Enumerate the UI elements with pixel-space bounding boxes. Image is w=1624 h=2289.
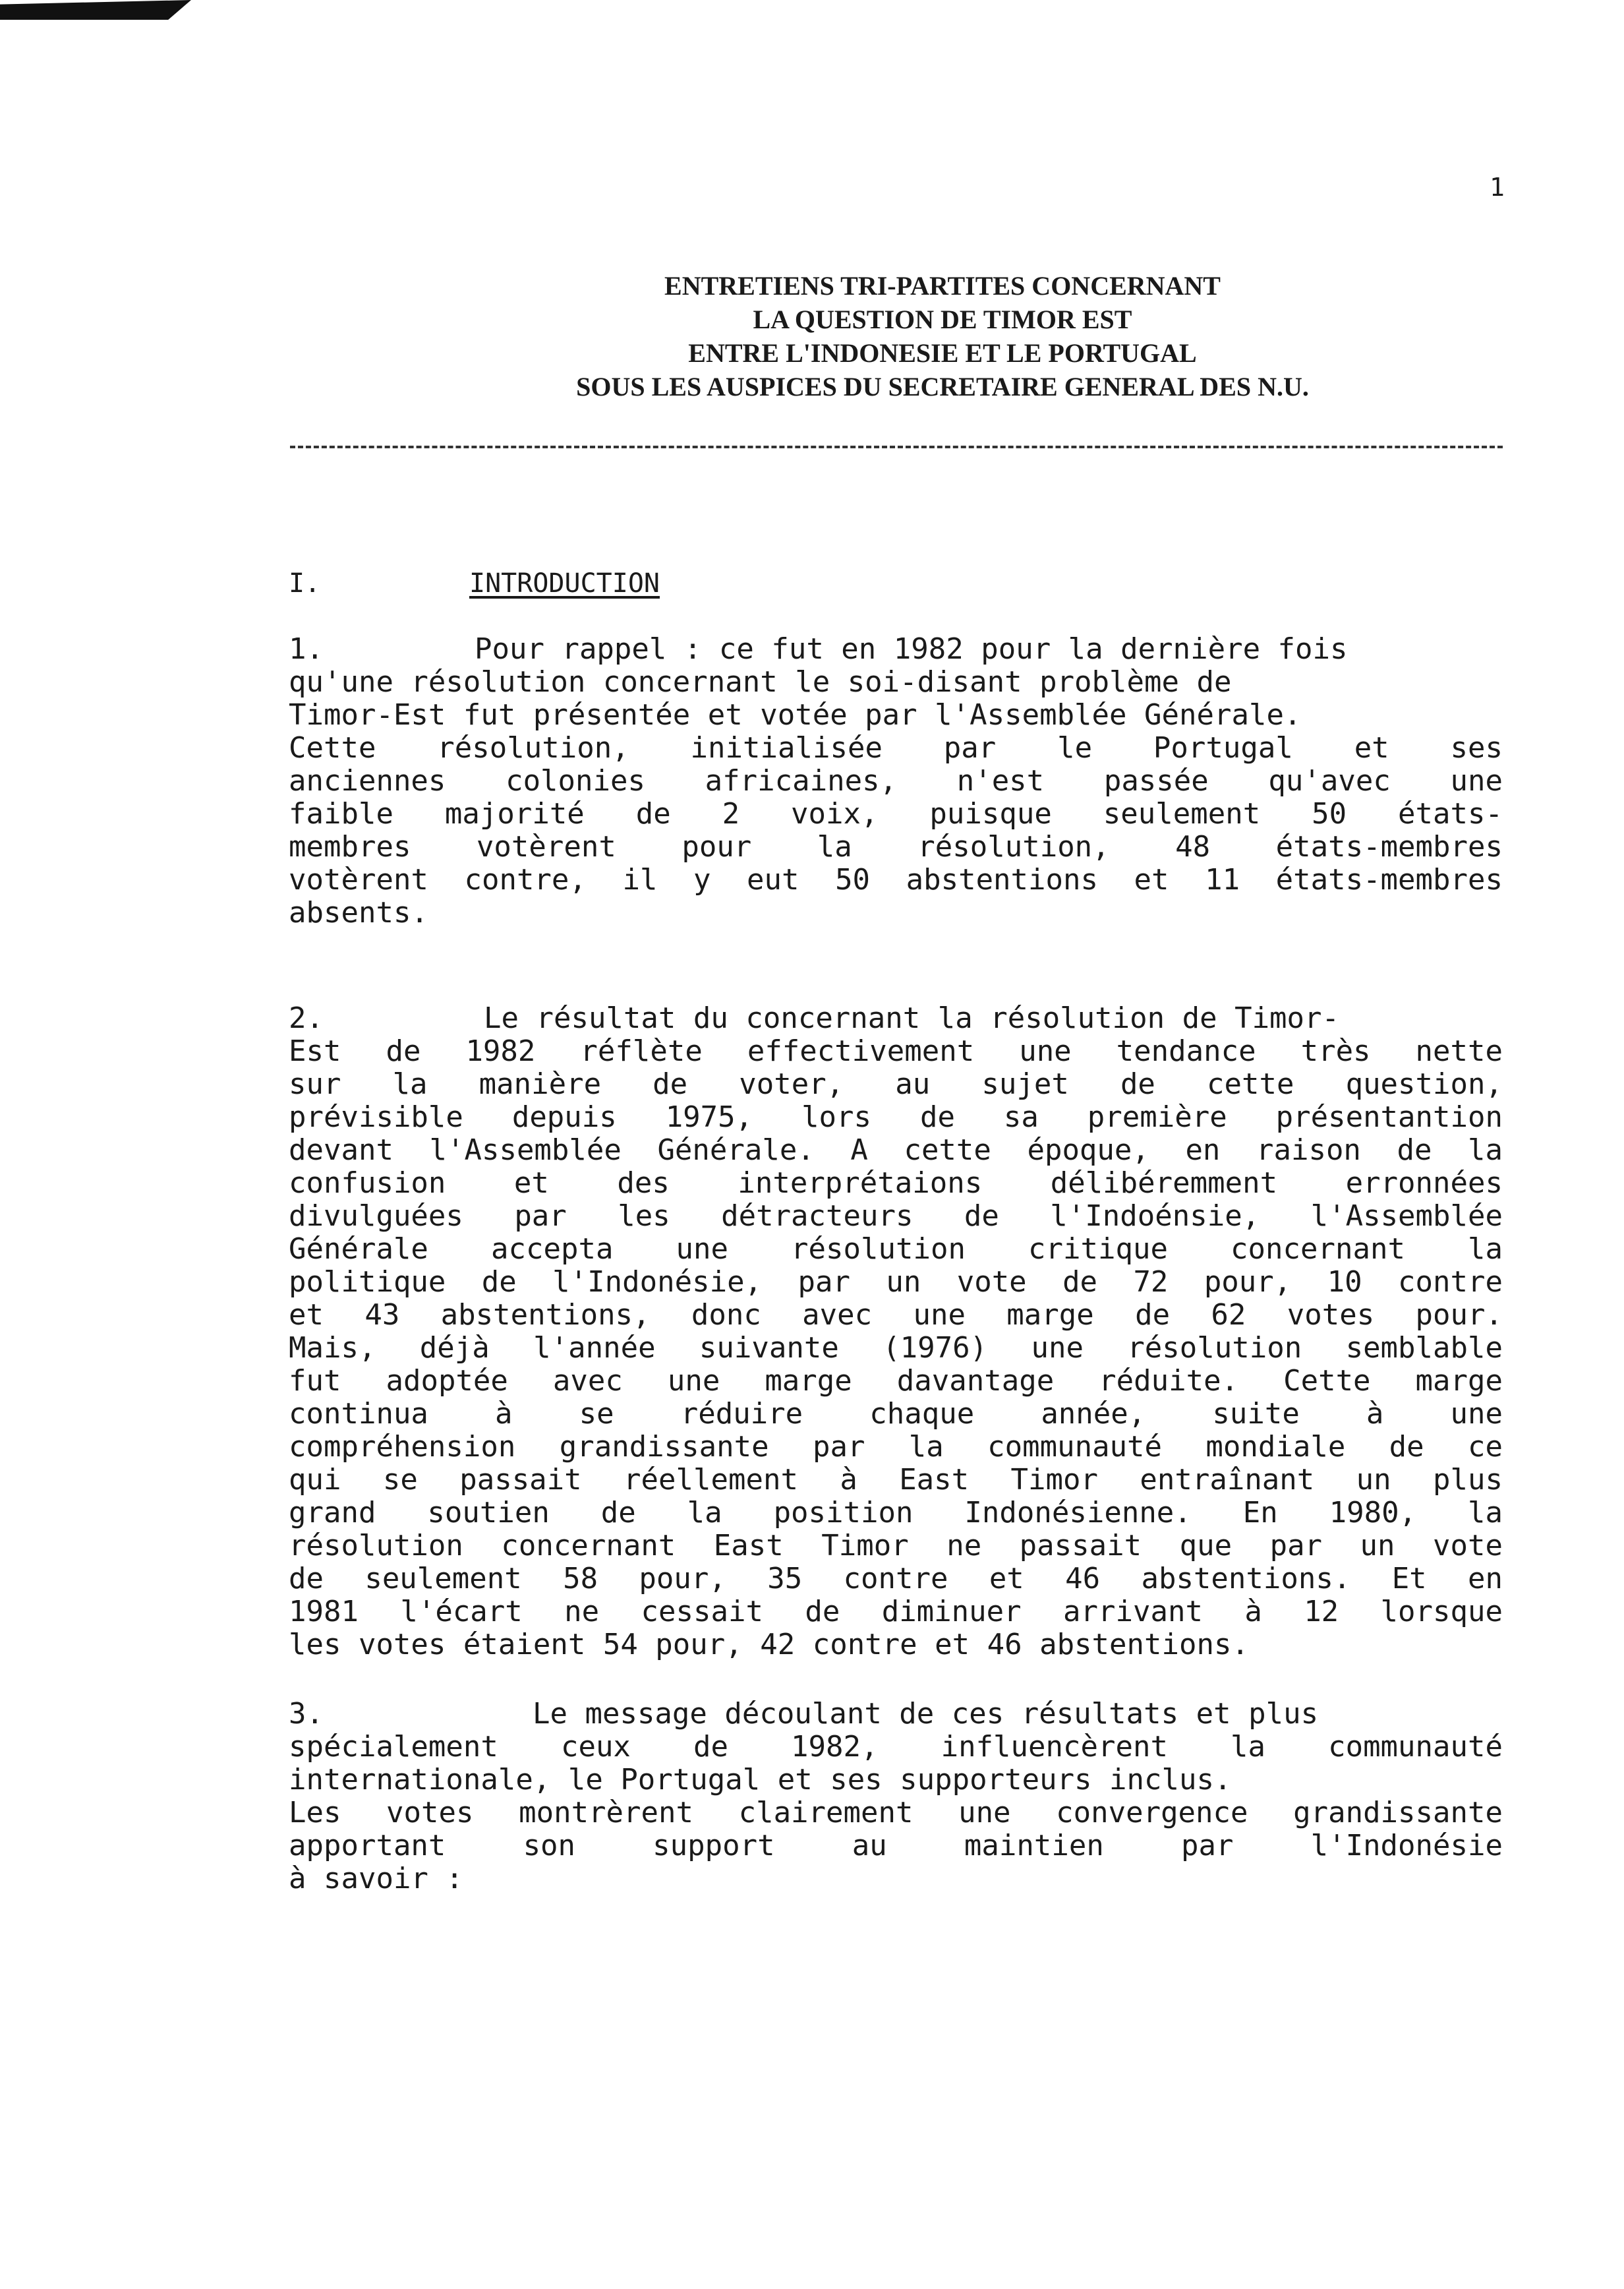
paragraph-line: Est de 1982 réflète effectivement une tendance très nette [289,1034,1503,1068]
paragraph-number: 2. [289,1001,324,1035]
paragraph-line: Les votes montrèrent clairement une convergence grandissante [289,1796,1503,1829]
title-line: ENTRE L'INDONESIE ET LE PORTUGAL [688,338,1197,368]
paragraph-line: compréhension grandissante par la communauté mondiale de ce [289,1430,1503,1464]
paragraph-line: internationale, le Portugal et ses supporteurs inclus. [289,1763,1232,1797]
paragraph-line: membres votèrent pour la résolution, 48 états-membres [289,830,1503,864]
paragraph-line: prévisible depuis 1975, lors de sa première présentantion [289,1100,1503,1134]
paragraph-line: apportant son support au maintien par l'Indonésie [289,1829,1503,1862]
paragraph-3 [289,1698,1503,1895]
paragraph-number: 3. [289,1697,324,1731]
paragraph-line: devant l'Assemblée Générale. A cette époque, en raison de la [289,1133,1503,1167]
paragraph-line: confusion et des interprétaions délibéremment erronnées [289,1166,1503,1200]
paragraph-line: qui se passait réellement à East Timor entraînant un plus [289,1463,1503,1497]
section-title: INTRODUCTION [469,568,660,599]
paragraph-line: fut adoptée avec une marge davantage réduite. Cette marge [289,1364,1503,1398]
paragraph-line: 1981 l'écart ne cessait de diminuer arrivant à 12 lorsque [289,1595,1503,1628]
paragraph-line: continua à se réduire chaque année, suite à une [289,1397,1503,1431]
paragraph-line: divulguées par les détracteurs de l'Indoénsie, l'Assemblée [289,1199,1503,1233]
paragraph-line: absents. [289,896,428,930]
scan-corner-mark [0,0,191,20]
paragraph-line: Mais, déjà l'année suivante (1976) une résolution semblable [289,1331,1503,1365]
title-line: LA QUESTION DE TIMOR EST [753,305,1132,334]
paragraph-line: résolution concernant East Timor ne passait que par un vote [289,1529,1503,1562]
title-line: SOUS LES AUSPICES DU SECRETAIRE GENERAL DES N.U. [576,372,1309,401]
paragraph-line: politique de l'Indonésie, par un vote de 72 pour, 10 contre [289,1265,1503,1299]
paragraph-text: Pour rappel : ce fut en 1982 pour la dernière fois [475,632,1348,666]
paragraph-line: à savoir : [289,1862,463,1895]
paragraph-line: Timor-Est fut présentée et votée par l'Assemblée Générale. [289,698,1302,732]
dashed-separator [290,446,1503,448]
paragraph-2 [289,1002,1503,1661]
paragraph-line: Cette résolution, initialisée par le Portugal et ses [289,731,1503,765]
paragraph-line: spécialement ceux de 1982, influencèrent la communauté [289,1730,1503,1764]
paragraph-line: et 43 abstentions, donc avec une marge de 62 votes pour. [289,1298,1503,1332]
paragraph-text: Le résultat du concernant la résolution de Timor- [484,1001,1340,1035]
paragraph-text: Le message découlant de ces résultats et plus [533,1697,1319,1731]
page-number: 1 [1490,173,1505,202]
paragraph-line: votèrent contre, il y eut 50 abstentions et 11 états-membres [289,863,1503,897]
paragraph-line: de seulement 58 pour, 35 contre et 46 abstentions. Et en [289,1562,1503,1595]
paragraph-1 [289,633,1503,930]
title-line: ENTRETIENS TRI-PARTITES CONCERNANT [664,271,1221,301]
paragraph-line: qu'une résolution concernant le soi-disant problème de [289,665,1232,699]
paragraph-line: faible majorité de 2 voix, puisque seulement 50 états- [289,797,1503,831]
paragraph-line: grand soutien de la position Indonésienne. En 1980, la [289,1496,1503,1530]
paragraph-line [289,633,1503,666]
paragraph-line [289,1698,1503,1731]
paragraph-line [289,1002,1503,1035]
paragraph-line: sur la manière de voter, au sujet de cette question, [289,1067,1503,1101]
paragraph-line: Générale accepta une résolution critique concernant la [289,1232,1503,1266]
paragraph-number: 1. [289,632,324,666]
paragraph-line: anciennes colonies africaines, n'est passée qu'avec une [289,764,1503,798]
paragraph-line: les votes étaient 54 pour, 42 contre et 46 abstentions. [289,1628,1249,1661]
document-title [330,269,1555,403]
section-number: I. [289,568,321,599]
